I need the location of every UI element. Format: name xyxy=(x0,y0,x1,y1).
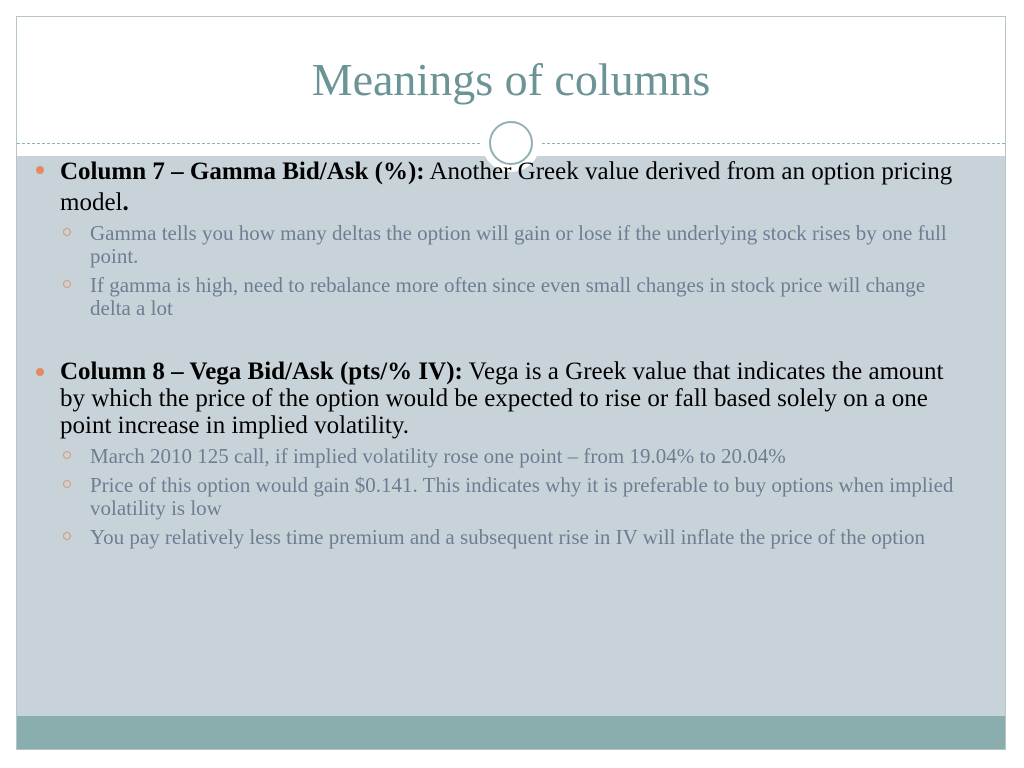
sub-bullet-icon xyxy=(63,228,71,236)
section-column-8 xyxy=(34,358,964,549)
sub-bullet-text: You pay relatively less time premium and a subsequent rise in IV will inflate the price of the option xyxy=(90,525,925,549)
sub-bullet-text: Gamma tells you how many deltas the option will gain or lose if the underlying stock rises by one full point. xyxy=(90,221,947,268)
bullet-trail: . xyxy=(122,189,129,216)
sub-bullet-icon xyxy=(63,451,71,459)
sub-bullet-icon xyxy=(63,480,71,488)
sub-bullet-text: March 2010 125 call, if implied volatility rose one point – from 19.04% to 20.04% xyxy=(90,444,786,468)
bullet-item xyxy=(34,358,964,439)
sub-bullet-icon xyxy=(63,280,71,288)
sub-bullet-item xyxy=(34,274,964,320)
bullet-heading: Column 8 – Vega Bid/Ask (pts/% IV): xyxy=(60,358,463,385)
bullet-icon xyxy=(36,166,44,174)
bullet-item xyxy=(34,156,964,218)
sub-bullet-icon xyxy=(63,532,71,540)
bullet-text: Vega is a Greek value that indicates the amount by which the price of the option would be expected to rise or fall based solely on a one point increase in implied volatility. xyxy=(60,358,944,439)
sub-bullet-item xyxy=(34,222,964,268)
bullet-icon xyxy=(36,368,44,376)
sub-bullet-item xyxy=(34,474,964,520)
sub-bullet-item xyxy=(34,445,964,468)
bullet-text: Another Greek value derived from an option pricing model xyxy=(60,158,953,216)
section-column-7 xyxy=(34,156,964,320)
bullet-heading: Column 7 – Gamma Bid/Ask (%): xyxy=(60,158,425,185)
slide-body xyxy=(34,156,964,549)
sub-bullet-text: If gamma is high, need to rebalance more often since even small changes in stock price will change delta a lot xyxy=(90,273,926,320)
footer-bar xyxy=(17,716,1005,750)
sub-bullet-item xyxy=(34,526,964,549)
slide-title: Meanings of columns xyxy=(311,54,711,105)
sub-bullet-text: Price of this option would gain $0.141. This indicates why it is preferable to buy options when implied volatility is low xyxy=(90,473,954,520)
